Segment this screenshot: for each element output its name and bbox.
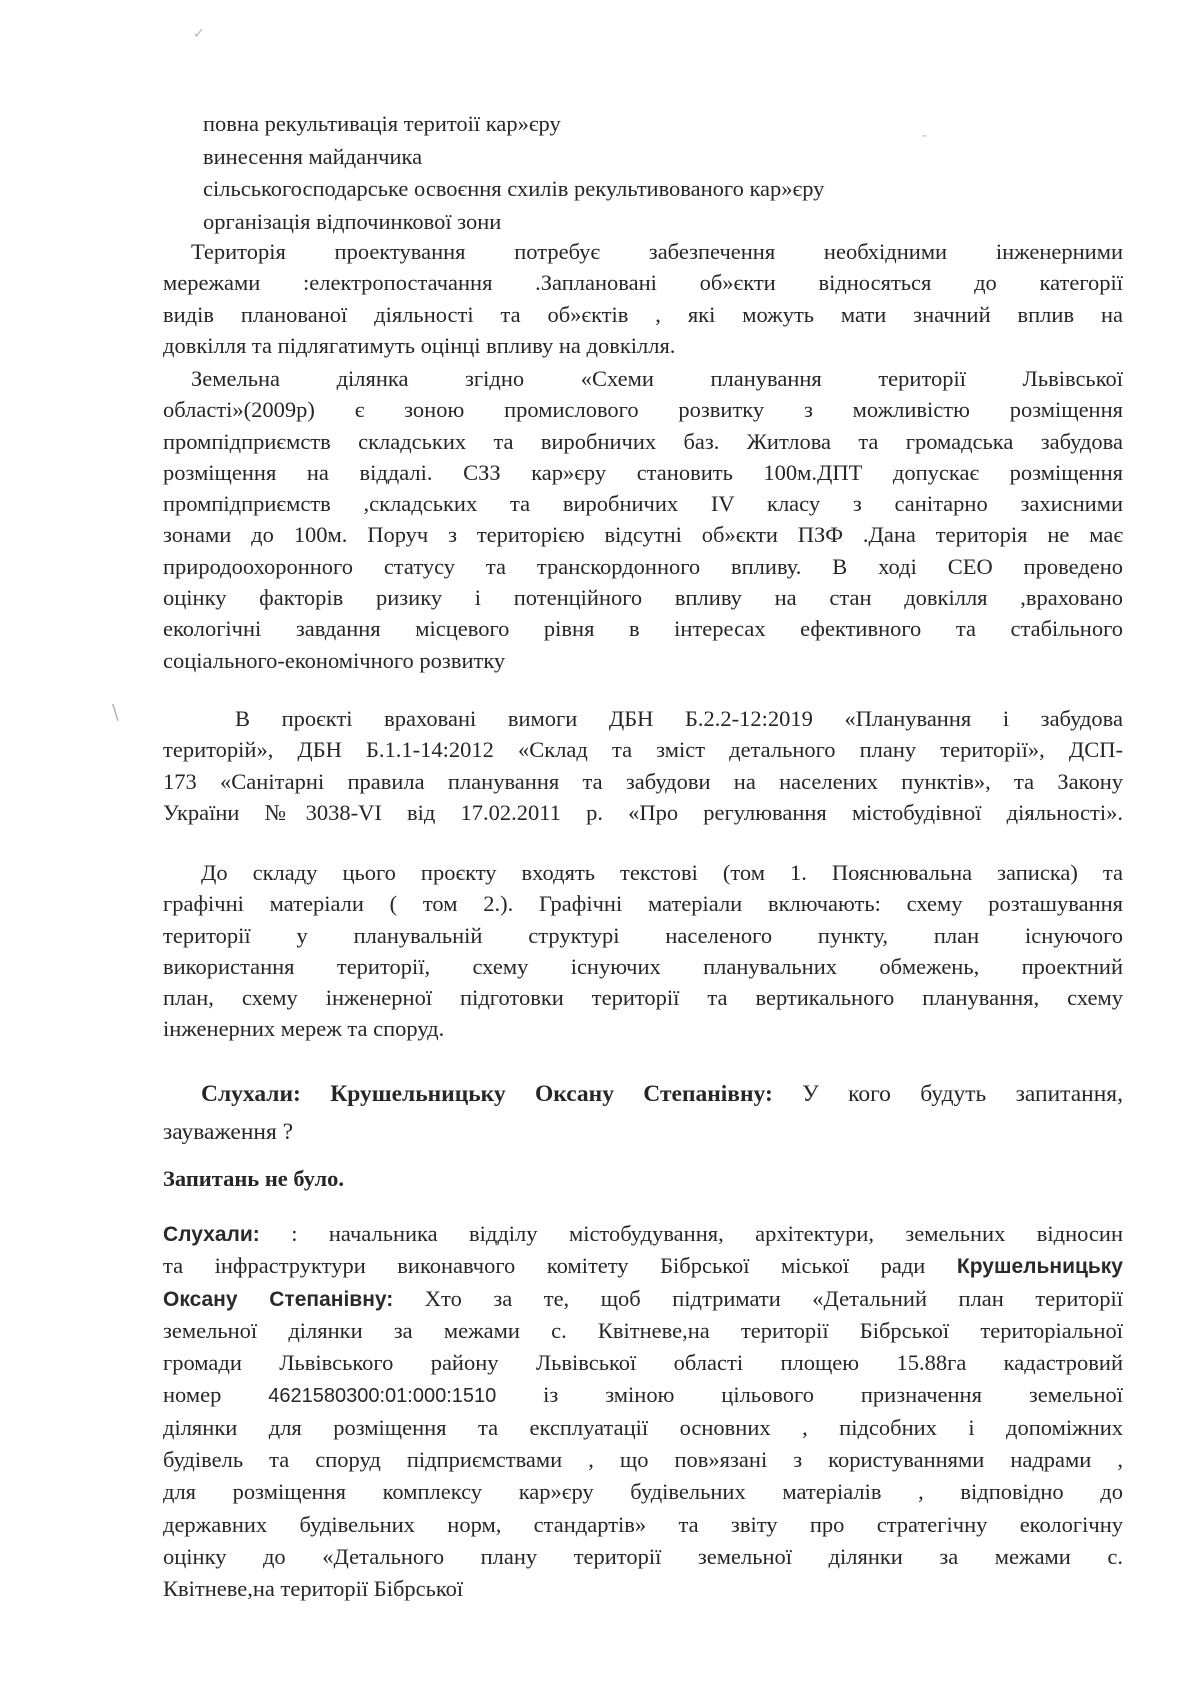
text-line: використання території, схему існуючих планувальних обмежень, проектний	[163, 953, 1123, 979]
heard-text: У кого будуть запитання,	[772, 1081, 1123, 1107]
text-line: До складу цього проєкту входять текстові (том 1. Пояснювальна записка) та	[201, 860, 1123, 885]
heard-label: Слухали:	[163, 1223, 260, 1246]
text-line: природоохоронного статусу та транскордонного впливу. В ході СЕО проведено	[163, 553, 1123, 579]
text-line: В проєкті враховані вимоги ДБН Б.2.2-12:2019 «Планування і забудова	[235, 706, 1123, 731]
speaker-surname: Крушельницьку	[956, 1255, 1123, 1279]
text-line: 173 «Санітарні правила планування та забудови на населених пунктів», та Закону	[163, 768, 1123, 794]
no-questions-text: Запитань не було.	[163, 1166, 344, 1191]
text-line: зауваження ?	[163, 1119, 294, 1145]
text-line	[163, 1283, 1123, 1315]
list-item: винесення майданчика	[203, 143, 423, 169]
text-line: громади Львівського району Львівської області площею 15.88га кадастровий	[163, 1350, 1123, 1376]
speaker-name: Оксану Степанівну:	[163, 1287, 394, 1311]
text-line: Квітневе,на території Бібрської	[163, 1576, 464, 1602]
text-line: області»(2009р) є зоною промислового розвитку з можливістю розміщення	[163, 397, 1123, 423]
text-line: план, схему інженерної підготовки території та вертикального планування, схему	[163, 985, 1123, 1011]
list-item: організація відпочинкової зони	[203, 208, 502, 234]
heard-text: із зміною цільового призначення земельної	[496, 1382, 1123, 1408]
text-line: Територія проектування потребує забезпечення необхідними інженерними	[191, 239, 1123, 264]
list-item: повна рекультивація теритоії кар»єру	[203, 111, 561, 136]
measures-list	[203, 108, 824, 238]
heard-section-1	[163, 1075, 1123, 1151]
heard-speaker: Слухали: Крушельницьку Оксану Степанівну:	[201, 1081, 773, 1107]
paragraph-land-plot	[163, 363, 1123, 676]
text-line: промпідприємств ,складських та виробничих IV класу з санітарно захисними	[163, 491, 1123, 517]
paragraph-design-territory	[163, 236, 1123, 361]
scan-speck: -	[922, 128, 928, 144]
cadastral-number: 4621580300:01:000:1510	[268, 1385, 497, 1408]
heard-text: : начальника відділу містобудування, архітектури, земельних відносин	[259, 1221, 1123, 1246]
paragraph-project-set	[163, 857, 1123, 1045]
list-item: сільськогосподарське освоєння схилів рекультивованого кар»єру	[203, 176, 825, 201]
text-line	[163, 1250, 1123, 1282]
text-line: Земельна ділянка згідно «Схеми планування території Львівської	[191, 366, 1123, 391]
text-line: промпідприємств складських та виробничих баз. Житлова та громадська забудова	[163, 428, 1123, 454]
text-line: мережами :електропостачання .Заплановані об»єкти відносяться до категорії	[163, 270, 1123, 296]
text-line: оцінку факторів ризику і потенційного впливу на стан довкілля ,враховано	[163, 585, 1123, 611]
text-line: будівель та споруд підприємствами , що пов»язані з користуваннями надрами ,	[163, 1447, 1123, 1473]
text-line: довкілля та підлягатимуть оцінці впливу на довкілля.	[163, 332, 676, 358]
text-line: екологічні завдання місцевого рівня в інтересах ефективного та стабільного	[163, 616, 1123, 642]
text-line: розміщення на віддалі. СЗЗ кар»єру становить 100м.ДПТ допускає розміщення	[163, 459, 1123, 485]
text-line: територій», ДБН Б.1.1-14:2012 «Склад та зміст детального плану території», ДСП-	[163, 737, 1123, 763]
text-line: соціального-економічного розвитку	[163, 647, 506, 673]
text-line: ділянки для розміщення та експлуатації основних , підсобних і допоміжних	[163, 1414, 1123, 1440]
text-line	[163, 1379, 1123, 1411]
text-line: території у планувальній структурі населеного пункту, план існуючого	[163, 922, 1123, 948]
text-line: зонами до 100м. Поруч з територією відсутні об»єкти ПЗФ .Дана територія не має	[163, 522, 1123, 548]
scan-speck: ✓	[193, 26, 205, 42]
text-line: земельної ділянки за межами с. Квітневе,на території Бібрської територіальної	[163, 1317, 1123, 1343]
text-line: інженерних мереж та споруд.	[163, 1016, 445, 1042]
heard-text: номер	[163, 1382, 269, 1408]
text-line: видів планованої діяльності та об»єктів , які можуть мати значний вплив на	[163, 301, 1123, 327]
paragraph-dbn-requirements	[163, 703, 1123, 828]
heard-text: та інфраструктури виконавчого комітету Бібрської міської ради	[163, 1253, 957, 1279]
text-line: графічні матеріали ( том 2.). Графічні матеріали включають: схему розташування	[163, 891, 1123, 917]
text-line	[163, 1218, 1123, 1250]
text-line	[163, 1075, 1123, 1113]
text-line: України №3038-VI від 17.02.2011 р. «Про регулювання містобудівної діяльності».	[163, 799, 1123, 825]
heard-section-2	[163, 1218, 1123, 1606]
text-line: оцінку до «Детального плану території земельної ділянки за межами с.	[163, 1543, 1123, 1569]
text-line: для розміщення комплексу кар»єру будівельних матеріалів , відповідно до	[163, 1479, 1123, 1505]
heard-text: Хто за те, щоб підтримати «Детальний план території	[393, 1285, 1123, 1311]
scan-speck: \	[112, 700, 119, 724]
no-questions-line	[163, 1163, 1123, 1194]
text-line: державних будівельних норм, стандартів» та звіту про стратегічну екологічну	[163, 1511, 1123, 1537]
